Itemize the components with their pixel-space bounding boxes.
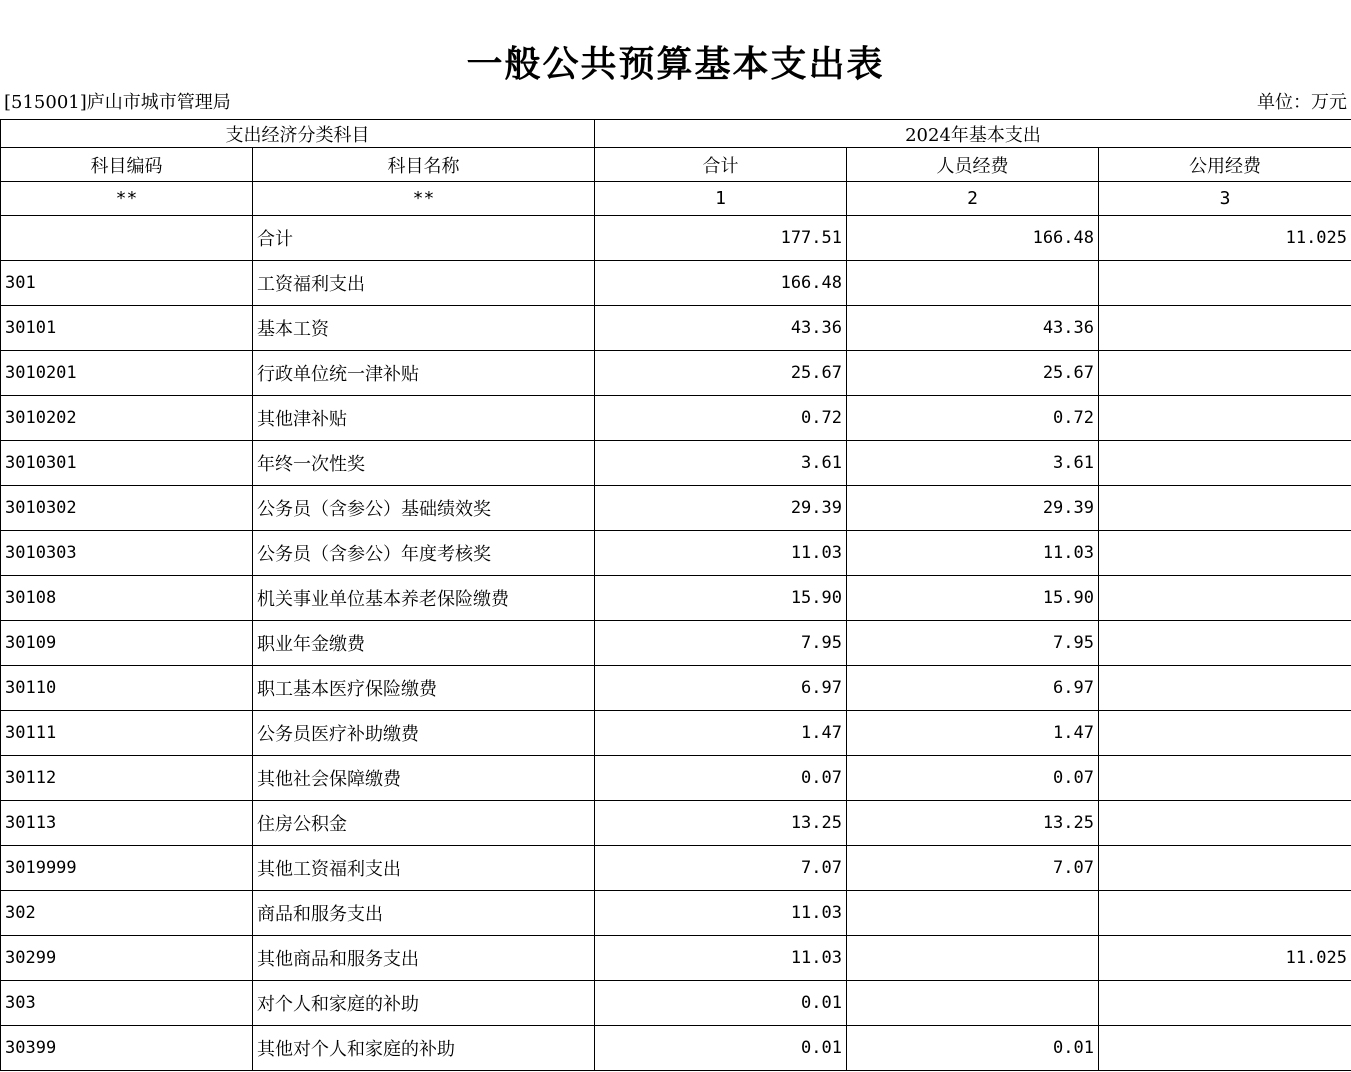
public-cell [1099, 666, 1351, 711]
total-cell: 13.25 [595, 801, 847, 846]
index-total: 1 [595, 182, 847, 216]
table-row [1, 441, 1351, 486]
table-row [1, 801, 1351, 846]
personnel-cell: 13.25 [847, 801, 1099, 846]
name-cell: 其他工资福利支出 [253, 846, 595, 891]
public-cell [1099, 351, 1351, 396]
table-row [1, 981, 1351, 1026]
public-cell [1099, 306, 1351, 351]
code-cell: 30111 [1, 711, 253, 756]
personnel-cell: 0.72 [847, 396, 1099, 441]
public-cell [1099, 621, 1351, 666]
code-cell: 301 [1, 261, 253, 306]
public-cell [1099, 486, 1351, 531]
organization-label: [515001]庐山市城市管理局 [4, 92, 231, 113]
budget-table [0, 119, 1351, 1071]
name-cell: 公务员医疗补助缴费 [253, 711, 595, 756]
public-cell [1099, 801, 1351, 846]
header-code: 科目编码 [1, 148, 253, 182]
total-cell: 11.03 [595, 531, 847, 576]
name-cell: 机关事业单位基本养老保险缴费 [253, 576, 595, 621]
total-cell: 11.03 [595, 891, 847, 936]
name-cell: 其他社会保障缴费 [253, 756, 595, 801]
personnel-cell: 3.61 [847, 441, 1099, 486]
header-public: 公用经费 [1099, 148, 1351, 182]
public-cell [1099, 576, 1351, 621]
public-cell [1099, 846, 1351, 891]
header-personnel: 人员经费 [847, 148, 1099, 182]
name-cell: 职业年金缴费 [253, 621, 595, 666]
code-cell: 3019999 [1, 846, 253, 891]
table-row [1, 891, 1351, 936]
public-cell: 11.025 [1099, 216, 1351, 261]
table-row [1, 666, 1351, 711]
public-cell [1099, 891, 1351, 936]
code-cell: 3010201 [1, 351, 253, 396]
total-cell: 7.07 [595, 846, 847, 891]
name-cell: 对个人和家庭的补助 [253, 981, 595, 1026]
table-row [1, 936, 1351, 981]
name-cell: 公务员（含参公）基础绩效奖 [253, 486, 595, 531]
header-total: 合计 [595, 148, 847, 182]
personnel-cell: 1.47 [847, 711, 1099, 756]
total-cell: 0.07 [595, 756, 847, 801]
total-cell: 29.39 [595, 486, 847, 531]
name-cell: 行政单位统一津补贴 [253, 351, 595, 396]
table-row [1, 711, 1351, 756]
code-cell: 30113 [1, 801, 253, 846]
header-column-row [1, 148, 1351, 182]
name-cell: 基本工资 [253, 306, 595, 351]
code-cell: 30108 [1, 576, 253, 621]
total-cell: 25.67 [595, 351, 847, 396]
header-name: 科目名称 [253, 148, 595, 182]
table-row [1, 261, 1351, 306]
total-cell: 3.61 [595, 441, 847, 486]
name-cell: 商品和服务支出 [253, 891, 595, 936]
total-cell: 43.36 [595, 306, 847, 351]
index-personnel: 2 [847, 182, 1099, 216]
total-cell: 11.03 [595, 936, 847, 981]
code-cell: 30110 [1, 666, 253, 711]
public-cell [1099, 711, 1351, 756]
personnel-cell: 43.36 [847, 306, 1099, 351]
table-row [1, 576, 1351, 621]
personnel-cell: 29.39 [847, 486, 1099, 531]
code-cell: 3010303 [1, 531, 253, 576]
total-cell: 1.47 [595, 711, 847, 756]
personnel-cell [847, 261, 1099, 306]
name-cell: 合计 [253, 216, 595, 261]
name-cell: 公务员（含参公）年度考核奖 [253, 531, 595, 576]
table-row [1, 351, 1351, 396]
name-cell: 年终一次性奖 [253, 441, 595, 486]
code-cell: 3010202 [1, 396, 253, 441]
table-row [1, 1026, 1351, 1071]
public-cell [1099, 981, 1351, 1026]
index-code: ** [1, 182, 253, 216]
total-cell: 0.01 [595, 981, 847, 1026]
name-cell: 其他津补贴 [253, 396, 595, 441]
total-cell: 166.48 [595, 261, 847, 306]
total-cell: 7.95 [595, 621, 847, 666]
table-row [1, 306, 1351, 351]
total-cell: 177.51 [595, 216, 847, 261]
total-cell: 15.90 [595, 576, 847, 621]
personnel-cell: 15.90 [847, 576, 1099, 621]
personnel-cell [847, 891, 1099, 936]
code-cell: 30101 [1, 306, 253, 351]
personnel-cell [847, 936, 1099, 981]
code-cell [1, 216, 253, 261]
code-cell: 302 [1, 891, 253, 936]
code-cell: 3010301 [1, 441, 253, 486]
index-public: 3 [1099, 182, 1351, 216]
public-cell [1099, 396, 1351, 441]
code-cell: 30399 [1, 1026, 253, 1071]
name-cell: 其他对个人和家庭的补助 [253, 1026, 595, 1071]
table-row [1, 396, 1351, 441]
total-cell: 0.72 [595, 396, 847, 441]
total-cell: 0.01 [595, 1026, 847, 1071]
table-row [1, 216, 1351, 261]
code-cell: 3010302 [1, 486, 253, 531]
name-cell: 职工基本医疗保险缴费 [253, 666, 595, 711]
code-cell: 303 [1, 981, 253, 1026]
table-row [1, 756, 1351, 801]
personnel-cell: 11.03 [847, 531, 1099, 576]
header-economic-classification: 支出经济分类科目 [1, 120, 595, 148]
personnel-cell: 0.01 [847, 1026, 1099, 1071]
public-cell: 11.025 [1099, 936, 1351, 981]
name-cell: 工资福利支出 [253, 261, 595, 306]
table-row [1, 531, 1351, 576]
personnel-cell [847, 981, 1099, 1026]
table-row [1, 846, 1351, 891]
unit-label: 单位：万元 [1257, 92, 1347, 113]
page-title: 一般公共预算基本支出表 [466, 43, 885, 85]
public-cell [1099, 531, 1351, 576]
personnel-cell: 166.48 [847, 216, 1099, 261]
total-cell: 6.97 [595, 666, 847, 711]
public-cell [1099, 261, 1351, 306]
public-cell [1099, 756, 1351, 801]
header-group-row [1, 120, 1351, 148]
index-name: ** [253, 182, 595, 216]
header-index-row [1, 182, 1351, 216]
personnel-cell: 7.07 [847, 846, 1099, 891]
code-cell: 30299 [1, 936, 253, 981]
public-cell [1099, 1026, 1351, 1071]
personnel-cell: 0.07 [847, 756, 1099, 801]
personnel-cell: 7.95 [847, 621, 1099, 666]
personnel-cell: 25.67 [847, 351, 1099, 396]
name-cell: 其他商品和服务支出 [253, 936, 595, 981]
code-cell: 30112 [1, 756, 253, 801]
public-cell [1099, 441, 1351, 486]
table-row [1, 621, 1351, 666]
code-cell: 30109 [1, 621, 253, 666]
table-row [1, 486, 1351, 531]
name-cell: 住房公积金 [253, 801, 595, 846]
header-basic-expenditure: 2024年基本支出 [595, 120, 1351, 148]
personnel-cell: 6.97 [847, 666, 1099, 711]
